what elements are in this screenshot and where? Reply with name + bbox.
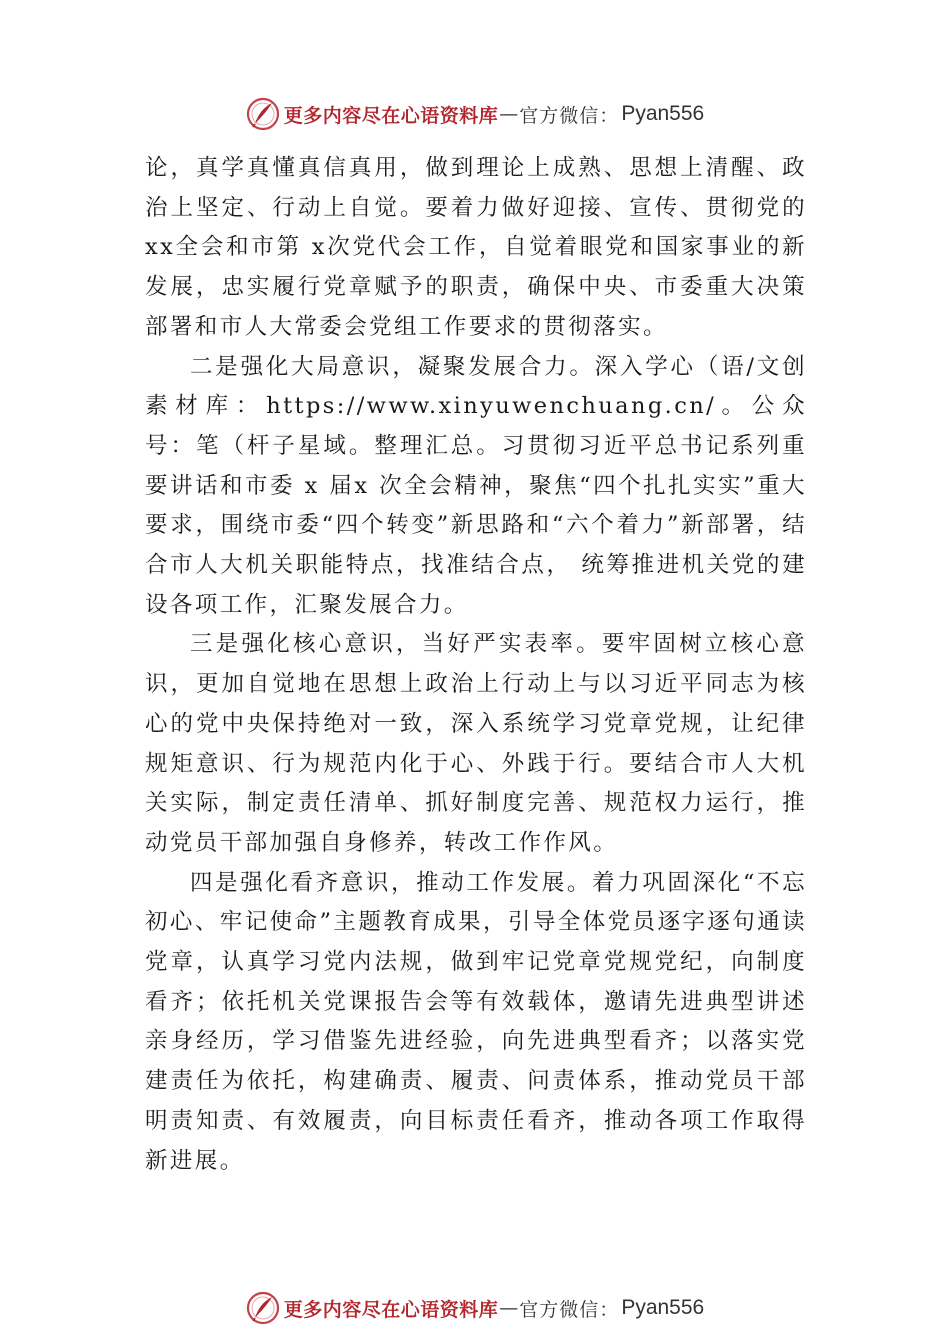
wechat-id: Pyan556 [621, 102, 705, 125]
official-wechat-label: 官方微信： [519, 1298, 620, 1321]
brand-text: 更多内容尽在心语资料库 [283, 104, 499, 127]
banner-dash: — [499, 1297, 519, 1319]
header-banner [0, 92, 950, 136]
paragraph-point-two: 二是强化大局意识，凝聚发展合力。深入学心（语/文创素材库：https://www.xinyuwenchuang.cn/。公众号：笔（杆子星域。整理汇总。习贯彻习近平总书记系列重要讲话和市委 x 届x 次全会精神，聚焦“四个扎扎实实”重大要求，围绕市委“四个转变”新思路和“六个着力”新部署，结合市人大机关职能特点，找准结合点， 统筹推进机关党的建设各项工作，汇聚发展合力。 [145, 353, 807, 618]
paragraph-point-four: 四是强化看齐意识，推动工作发展。着力巩固深化“不忘初心、牢记使命”主题教育成果，引导全体党员逐字逐句通读党章，认真学习党内法规，做到牢记党章党规党纪，向制度看齐；依托机关党课报告会等有效载体，邀请先进典型讲述亲身经历，学习借鉴先进经验，向先进典型看齐；以落实党建责任为依托，构建确责、履责、问责体系，推动党员干部明责知责、有效履责，向目标责任看齐，推动各项工作取得新进展。 [145, 869, 807, 1174]
paragraph-point-three: 三是强化核心意识，当好严实表率。要牢固树立核心意识，更加自觉地在思想上政治上行动上与以习近平同志为核心的党中央保持绝对一致，深入系统学习党章党规，让纪律规矩意识、行为规范内化于心、外践于行。要结合市人大机关实际，制定责任清单、抓好制度完善、规范权力运行，推动党员干部加强自身修养，转改工作作风。 [145, 631, 807, 856]
pen-feather-logo-icon [246, 1291, 280, 1325]
banner-dash: — [499, 103, 519, 125]
wechat-id: Pyan556 [621, 1296, 705, 1319]
brand-text: 更多内容尽在心语资料库 [283, 1298, 499, 1321]
official-wechat-label: 官方微信： [519, 104, 620, 127]
pen-feather-logo-icon [246, 97, 280, 131]
document-body [145, 149, 807, 1181]
footer-banner [0, 1286, 950, 1330]
paragraph-continuation: 论，真学真懂真信真用，做到理论上成熟、思想上清醒、政治上坚定、行动上自觉。要着力做好迎接、宣传、贯彻党的xx全会和市第 x次党代会工作，自觉着眼党和国家事业的新发展，忠实履行党章赋予的职责，确保中央、市委重大决策部署和市人大常委会党组工作要求的贯彻落实。 [145, 155, 807, 340]
